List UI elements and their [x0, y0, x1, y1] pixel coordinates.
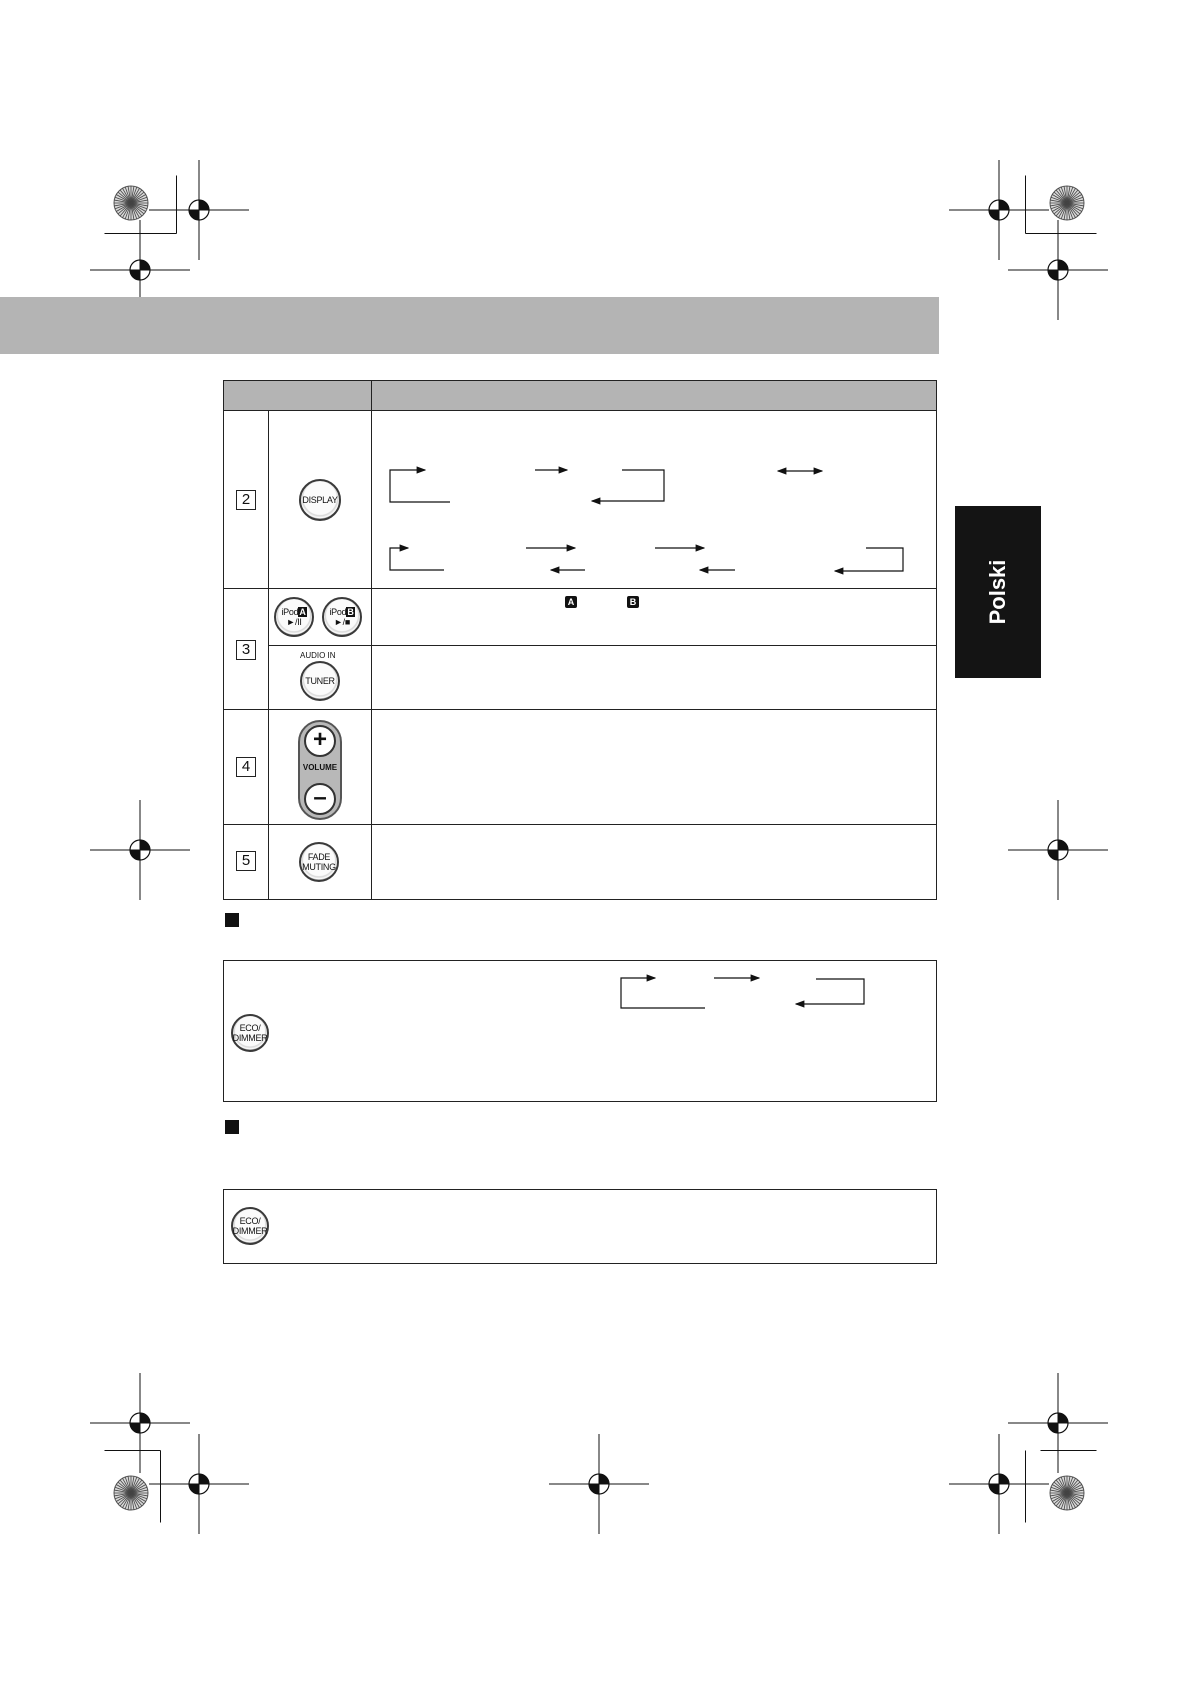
row-number: 4	[236, 757, 256, 777]
tuner-button[interactable]: TUNER	[300, 661, 340, 701]
volume-label: VOLUME	[302, 763, 338, 772]
eco-label: ECO/	[239, 1216, 261, 1226]
muting-label: MUTING	[302, 862, 336, 872]
display-button[interactable]: DISPLAY	[299, 479, 341, 521]
row-number: 2	[236, 490, 256, 510]
ipod-b-badge: B	[347, 607, 354, 617]
fade-label: FADE	[307, 852, 331, 862]
ipod-a-badge-icon: A	[565, 596, 577, 608]
volume-up-button[interactable]: +	[304, 725, 336, 757]
ipod-a-label: iPod	[281, 607, 299, 617]
dimmer-label: DIMMER	[232, 1033, 268, 1043]
play-stop-icon: ►/■	[334, 617, 350, 627]
row-number: 5	[236, 851, 256, 871]
audio-in-label: AUDIO IN	[300, 651, 336, 660]
ipod-a-badge: A	[299, 607, 306, 617]
row-number: 3	[236, 640, 256, 660]
eco-label: ECO/	[239, 1023, 261, 1033]
dimmer-label: DIMMER	[232, 1226, 268, 1236]
language-tab-label: Polski	[985, 559, 1010, 625]
ipod-b-label: iPod	[329, 607, 347, 617]
play-pause-icon: ►/II	[286, 617, 302, 627]
volume-down-button[interactable]: –	[304, 783, 336, 815]
ipod-b-badge-icon: B	[627, 596, 639, 608]
